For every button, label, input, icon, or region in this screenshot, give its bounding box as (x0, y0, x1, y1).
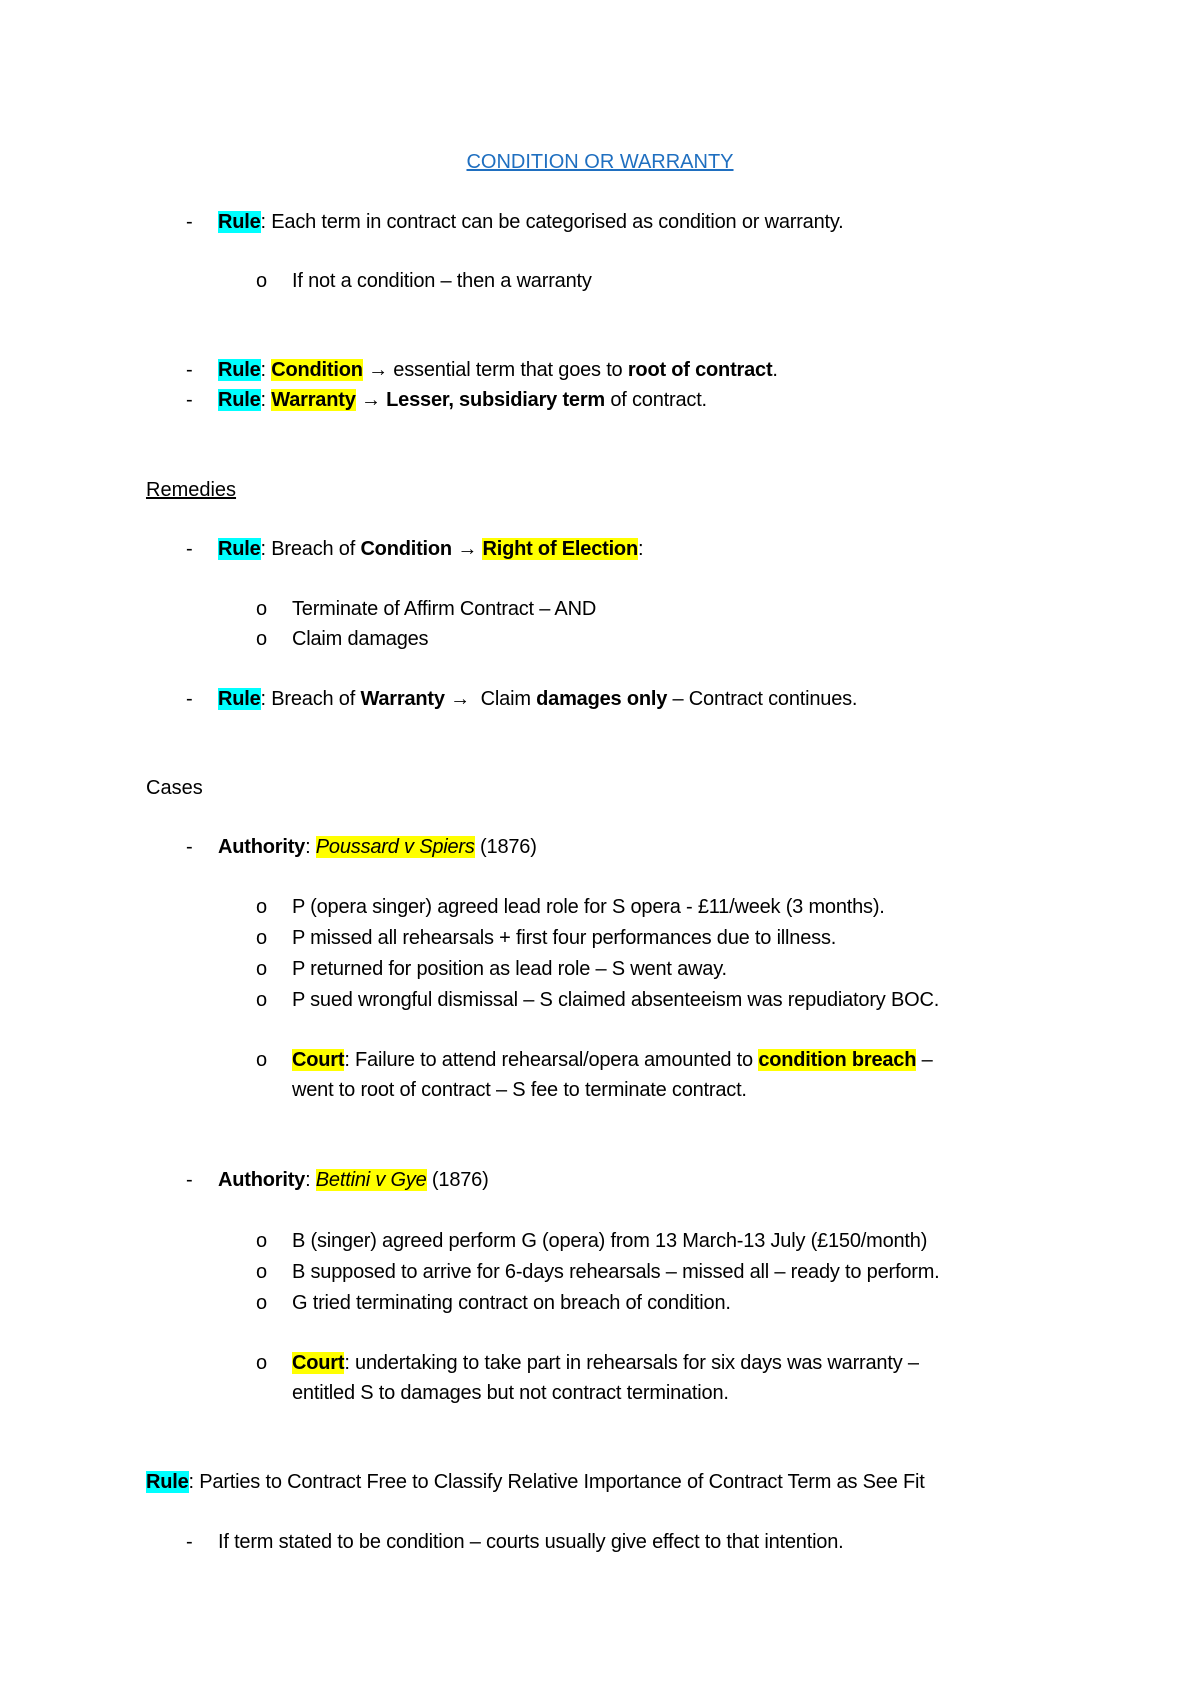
rule-line-categorised (218, 209, 844, 235)
condition-term: Condition (360, 538, 452, 560)
rule-label: Rule (218, 359, 261, 381)
dash-bullet: - (186, 359, 193, 381)
court-line (292, 1350, 919, 1376)
circle-bullet: o (256, 1261, 268, 1283)
circle-bullet: o (256, 270, 268, 292)
case-point: B (singer) agreed perform G (opera) from 13 March-13 July (£150/month) (292, 1230, 928, 1252)
authority-line (218, 834, 537, 860)
arrow-icon: → (450, 688, 470, 710)
rule-text: essential term that goes to (387, 359, 628, 381)
damages-only: damages only (536, 688, 668, 710)
court-text: – (916, 1049, 933, 1071)
circle-bullet: o (256, 958, 268, 980)
case-name: Poussard v Spiers (315, 836, 475, 858)
dash-bullet: - (186, 688, 193, 710)
root-of-contract: root of contract (627, 359, 773, 381)
circle-bullet: o (256, 1049, 268, 1071)
condition-breach: condition breach (758, 1049, 917, 1071)
rule-line-breach-condition (218, 536, 643, 562)
case-year: (1876) (426, 1169, 489, 1191)
rule-line-breach-warranty (218, 686, 857, 712)
condition-term: Condition (271, 359, 363, 381)
arrow-icon: → (368, 359, 388, 381)
arrow-icon: → (360, 389, 381, 411)
cases-heading: Cases (146, 777, 203, 799)
court-text: : undertaking to take part in rehearsals for six days was warranty – (344, 1352, 919, 1374)
rule-line-warranty (218, 387, 707, 413)
period: . (772, 359, 778, 381)
circle-bullet: o (256, 628, 268, 650)
court-text: : Failure to attend rehearsal/opera amounted to (344, 1049, 759, 1071)
rule-label: Rule (218, 538, 261, 560)
rule-label: Rule (218, 688, 261, 710)
rule-line-condition (218, 357, 778, 383)
colon: : (305, 1169, 311, 1191)
final-rule-line (146, 1469, 925, 1495)
sub-point: Terminate of Affirm Contract – AND (292, 598, 597, 620)
rule-text: : Breach of (260, 688, 361, 710)
circle-bullet: o (256, 598, 268, 620)
rule-text: of contract. (605, 389, 707, 411)
court-label: Court (292, 1049, 345, 1071)
warranty-term: Warranty (360, 688, 445, 710)
circle-bullet: o (256, 896, 268, 918)
colon: : (260, 359, 266, 381)
case-point: P sued wrongful dismissal – S claimed absenteeism was repudiatory BOC. (292, 989, 940, 1011)
arrow-icon: → (457, 538, 478, 560)
case-point: P missed all rehearsals + first four performances due to illness. (292, 927, 837, 949)
rule-text: : Parties to Contract Free to Classify Relative Importance of Contract Term as See Fit (188, 1471, 925, 1493)
right-of-election: Right of Election (482, 538, 638, 560)
case-point: P returned for position as lead role – S went away. (292, 958, 727, 980)
case-name: Bettini v Gye (315, 1169, 427, 1191)
rule-text: : Each term in contract can be categorised as condition or warranty. (260, 211, 844, 233)
court-line-continued: went to root of contract – S fee to terminate contract. (292, 1079, 747, 1101)
dash-bullet: - (186, 211, 193, 233)
circle-bullet: o (256, 1352, 268, 1374)
dash-bullet: - (186, 1169, 193, 1191)
dash-bullet: - (186, 389, 193, 411)
rule-label: Rule (146, 1471, 189, 1493)
case-point: B supposed to arrive for 6-days rehearsals – missed all – ready to perform. (292, 1261, 940, 1283)
sub-point: Claim damages (292, 628, 429, 650)
circle-bullet: o (256, 927, 268, 949)
circle-bullet: o (256, 1230, 268, 1252)
circle-bullet: o (256, 989, 268, 1011)
final-point: If term stated to be condition – courts usually give effect to that intention. (218, 1531, 844, 1553)
case-point: G tried terminating contract on breach of condition. (292, 1292, 731, 1314)
warranty-term: Warranty (271, 389, 356, 411)
dash-bullet: - (186, 538, 193, 560)
lesser-term: Lesser, subsidiary term (380, 389, 606, 411)
rule-label: Rule (218, 211, 261, 233)
colon: : (305, 836, 311, 858)
authority-label: Authority (218, 836, 306, 858)
court-label: Court (292, 1352, 345, 1374)
rule-text: Claim (469, 688, 537, 710)
colon: : (260, 389, 266, 411)
dash-bullet: - (186, 836, 193, 858)
case-year: (1876) (474, 836, 537, 858)
case-point: P (opera singer) agreed lead role for S opera - £11/week (3 months). (292, 896, 885, 918)
court-line-continued: entitled S to damages but not contract termination. (292, 1382, 729, 1404)
authority-label: Authority (218, 1169, 306, 1191)
dash-bullet: - (186, 1531, 193, 1553)
remedies-heading: Remedies (146, 479, 237, 501)
rule-text: : Breach of (260, 538, 361, 560)
authority-line (218, 1167, 489, 1193)
court-line (292, 1047, 933, 1073)
colon: : (637, 538, 644, 560)
page-title: CONDITION OR WARRANTY (466, 151, 734, 173)
sub-point: If not a condition – then a warranty (292, 270, 592, 292)
rule-label: Rule (218, 389, 261, 411)
rule-text: – Contract continues. (667, 688, 858, 710)
circle-bullet: o (256, 1292, 268, 1314)
